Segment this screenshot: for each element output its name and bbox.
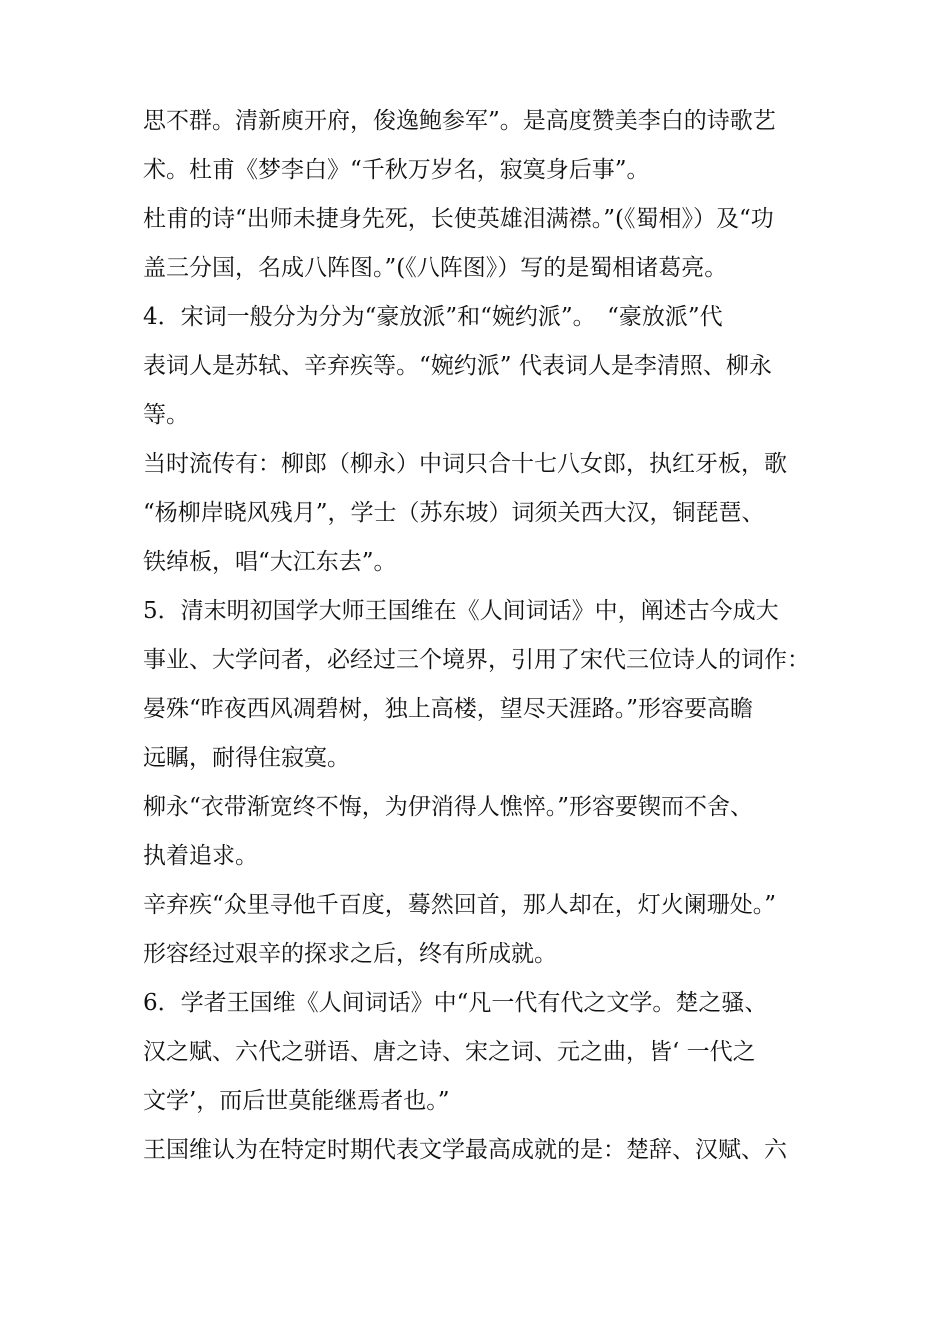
text-line: “杨柳岸晓风残月”，学士（苏东坡）词须关西大汉，铜琵琶、 [143,500,765,526]
text-line: 执着追求。 [143,843,258,869]
text-line: 盖三分国，名成八阵图。”(《八阵图》）写的是蜀相诸葛亮。 [143,255,728,281]
text-line: 5．清末明初国学大师王国维在《人间词话》中，阐述古今成大 [143,598,779,624]
text-line: 4．宋词一般分为分为“豪放派”和“婉约派”。 “豪放派”代 [143,304,723,330]
text-line: 术。杜甫《梦李白》“千秋万岁名，寂寞身后事”。 [143,157,650,183]
text-line: 铁绰板，唱“大江东去”。 [143,549,397,575]
text-line: 远瞩，耐得住寂寞。 [143,745,350,771]
document-body [143,97,833,1175]
text-line: 文学’，而后世莫能继焉者也。” [143,1088,450,1114]
text-line: 形容经过艰辛的探求之后，终有所成就。 [143,941,557,967]
text-line: 6．学者王国维《人间词话》中“凡一代有代之文学。楚之骚、 [143,990,768,1016]
text-line: 晏殊“昨夜西风凋碧树，独上高楼，望尽天涯路。”形容要高瞻 [143,696,754,722]
text-line: 辛弃疾“众里寻他千百度，蓦然回首，那人却在，灯火阑珊处。” [143,892,777,918]
text-line: 王国维认为在特定时期代表文学最高成就的是：楚辞、汉赋、六 [143,1137,787,1163]
text-line: 当时流传有：柳郎（柳永）中词只合十七八女郎，执红牙板，歌 [143,451,787,477]
text-line: 事业、大学问者，必经过三个境界，引用了宋代三位诗人的词作： [143,647,810,673]
text-line: 汉之赋、六代之骈语、唐之诗、宋之词、元之曲，皆‘ 一代之 [143,1039,756,1065]
text-line: 等。 [143,402,189,428]
text-line: 柳永“衣带渐宽终不悔，为伊消得人憔悴。”形容要锲而不舍、 [143,794,754,820]
text-line: 表词人是苏轼、辛弃疾等。“婉约派” 代表词人是李清照、柳永 [143,353,772,379]
text-line: 思不群。清新庾开府，俊逸鲍参军”。是高度赞美李白的诗歌艺 [143,108,776,134]
text-line: 杜甫的诗“出师未捷身先死，长使英雄泪满襟。”(《蜀相》）及“功 [143,206,774,232]
